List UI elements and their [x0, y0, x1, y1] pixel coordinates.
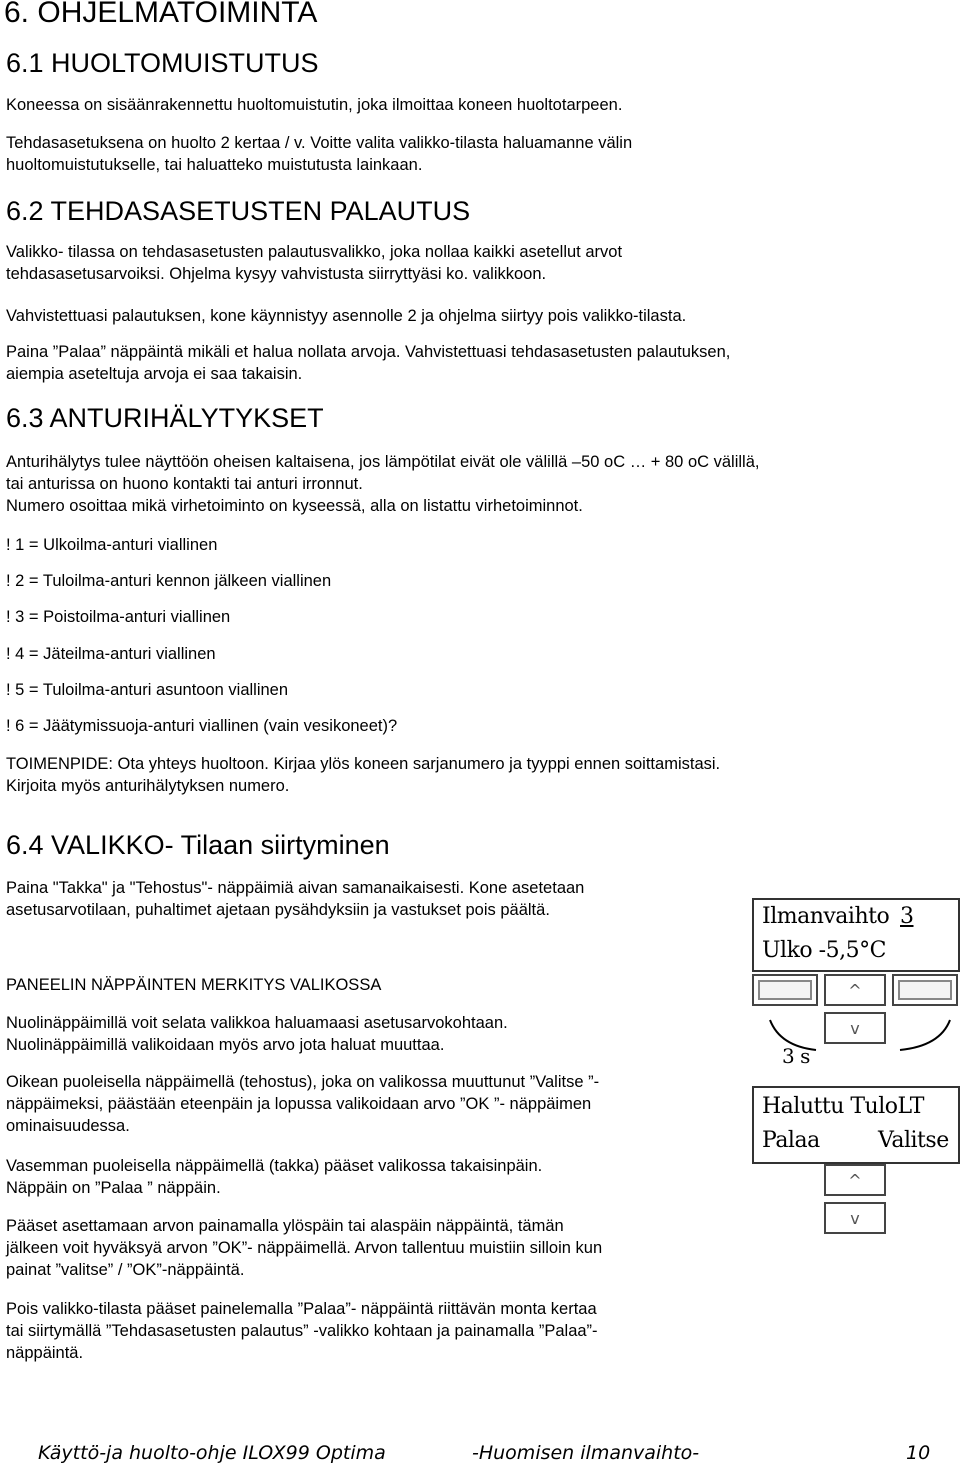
paragraph	[6, 877, 584, 921]
text-line: Tehdasasetuksena on huolto 2 kertaa / v. Voitte valita valikko-tilasta haluamanne välin	[6, 134, 633, 152]
text-line: Kirjoita myös anturihälytyksen numero.	[6, 777, 290, 795]
text-line: Koneessa on sisäänrakennettu huoltomuistutin, joka ilmoittaa koneen huoltotarpeen.	[6, 96, 623, 114]
lcd-select-label: Valitse	[878, 1128, 949, 1153]
text-line: tehdasasetusarvoiksi. Ohjelma kysyy vahvistusta siirryttyäsi ko. valikkoon.	[6, 265, 547, 283]
paragraph	[6, 1155, 542, 1199]
text-line: Nuolinäppäimillä voit selata valikkoa haluamaasi asetusarvokohtaan.	[6, 1014, 508, 1032]
lcd-display-2	[752, 1086, 960, 1164]
text-line: näppäimeksi, päästään eteenpäin ja lopussa valikoidaan arvo ”OK ”- näppäimen	[6, 1095, 592, 1113]
paragraph	[6, 1071, 599, 1137]
down-arrow-key[interactable]	[824, 1202, 886, 1234]
text-line: tai anturissa on huono kontakti tai anturi irronnut.	[6, 475, 363, 493]
text-line: Nuolinäppäimillä valikoidaan myös arvo jota haluat muuttaa.	[6, 1036, 445, 1054]
section-heading-6-2: 6.2 TEHDASASETUSTEN PALAUTUS	[6, 196, 471, 226]
paragraph	[6, 341, 730, 385]
down-arrow-icon: v	[850, 1208, 860, 1228]
boost-key-face	[898, 980, 952, 1000]
up-arrow-icon: ^	[848, 980, 862, 1000]
text-line: ominaisuudessa.	[6, 1117, 130, 1135]
text-line: Pois valikko-tilasta pääset painelemalla ”Palaa”- näppäintä riittävän monta kertaa	[6, 1300, 597, 1318]
text-line: Oikean puoleisella näppäimellä (tehostus), joka on valikossa muuttunut ”Valitse ”-	[6, 1073, 600, 1091]
error-list-item: ! 3 = Poistoilma-anturi viallinen	[6, 608, 231, 626]
paragraph	[6, 94, 622, 116]
down-arrow-icon: v	[850, 1018, 860, 1038]
error-list-item: ! 5 = Tuloilma-anturi asuntoon viallinen	[6, 681, 289, 699]
text-line: Valikko- tilassa on tehdasasetusten palautusvalikko, joka nollaa kaikki asetellut arvot	[6, 243, 623, 261]
page-number: 10	[906, 1442, 931, 1464]
footer-slogan: -Huomisen ilmanvaihto-	[472, 1442, 700, 1464]
error-list-item: ! 1 = Ulkoilma-anturi viallinen	[6, 536, 218, 554]
up-arrow-icon: ^	[848, 1170, 862, 1190]
text-line: painat ”valitse” / ”OK”-näppäintä.	[6, 1261, 245, 1279]
right-arc	[900, 1020, 950, 1050]
text-line: Paina ”Palaa” näppäintä mikäli et halua nollata arvoja. Vahvistettuasi tehdasasetusten palautuksen,	[6, 343, 731, 361]
text-line: Näppäin on ”Palaa ” näppäin.	[6, 1179, 221, 1197]
paragraph	[6, 1215, 602, 1281]
text-line: Vasemman puoleisella näppäimellä (takka) pääset valikossa takaisinpäin.	[6, 1157, 543, 1175]
section-heading-6-4: 6.4 VALIKKO- Tilaan siirtyminen	[6, 830, 390, 860]
lcd-line-1: Haluttu TuloLT	[762, 1094, 924, 1119]
text-line: huoltomuistutukselle, tai haluatteko muistutusta lainkaan.	[6, 156, 423, 174]
paragraph	[6, 1012, 508, 1056]
text-line: Paina "Takka" ja "Tehostus"- näppäimiä aivan samanaikaisesti. Kone asetetaan	[6, 879, 585, 897]
lcd-display-1	[752, 898, 960, 972]
paragraph	[6, 305, 686, 327]
text-line: Anturihälytys tulee näyttöön oheisen kaltaisena, jos lämpötilat eivät ole välillä –50 oC … + 80 oC välillä,	[6, 453, 760, 471]
error-list-item: ! 4 = Jäteilma-anturi viallinen	[6, 645, 216, 663]
subheading	[6, 974, 381, 996]
paragraph	[6, 1298, 598, 1364]
paragraph	[6, 753, 720, 797]
text-line: Vahvistettuasi palautuksen, kone käynnistyy asennolle 2 ja ohjelma siirtyy pois valikko-tilasta.	[6, 307, 687, 325]
text-line: PANEELIN NÄPPÄINTEN MERKITYS VALIKOSSA	[6, 976, 382, 994]
section-heading-6-3: 6.3 ANTURIHÄLYTYKSET	[6, 403, 324, 433]
lcd-line-2: Ulko -5,5°C	[762, 938, 886, 963]
page-title: 6. OHJELMATOIMINTA	[4, 0, 318, 29]
error-list-item: ! 6 = Jäätymissuoja-anturi viallinen (vain vesikoneet)?	[6, 717, 398, 735]
text-line: TOIMENPIDE: Ota yhteys huoltoon. Kirjaa ylös koneen sarjanumero ja tyyppi ennen soittamistasi.	[6, 755, 721, 773]
boost-key[interactable]	[892, 974, 958, 1006]
up-arrow-key[interactable]	[824, 974, 886, 1006]
text-line: asetusarvotilaan, puhaltimet ajetaan pysähdyksiin ja vastukset pois päältä.	[6, 901, 550, 919]
section-heading-6-1: 6.1 HUOLTOMUISTUTUS	[6, 48, 319, 78]
lcd-fan-level: 3	[900, 904, 914, 929]
back-key[interactable]	[752, 974, 818, 1006]
error-list-item: ! 2 = Tuloilma-anturi kennon jälkeen viallinen	[6, 572, 332, 590]
text-line: jälkeen voit hyväksyä arvon ”OK”- näppäimellä. Arvon tallentuu muistiin silloin kun	[6, 1239, 603, 1257]
up-arrow-key[interactable]	[824, 1164, 886, 1196]
footer-document-title: Käyttö-ja huolto-ohje ILOX99 Optima	[38, 1442, 386, 1464]
text-line: Numero osoittaa mikä virhetoiminto on kyseessä, alla on listattu virhetoiminnot.	[6, 497, 583, 515]
text-line: aiempia aseteltuja arvoja ei saa takaisin.	[6, 365, 303, 383]
lcd-line-1: Ilmanvaihto	[762, 904, 890, 929]
paragraph	[6, 241, 622, 285]
text-line: Pääset asettamaan arvon painamalla ylöspäin tai alaspäin näppäintä, tämän	[6, 1217, 564, 1235]
text-line: tai siirtymällä ”Tehdasasetusten palautus” -valikko kohtaan ja painamalla ”Palaa”-	[6, 1322, 598, 1340]
hold-time-label: 3 s	[782, 1044, 810, 1068]
paragraph	[6, 451, 759, 517]
lcd-back-label: Palaa	[762, 1128, 820, 1153]
back-key-face	[758, 980, 812, 1000]
text-line: näppäintä.	[6, 1344, 84, 1362]
paragraph	[6, 132, 632, 176]
